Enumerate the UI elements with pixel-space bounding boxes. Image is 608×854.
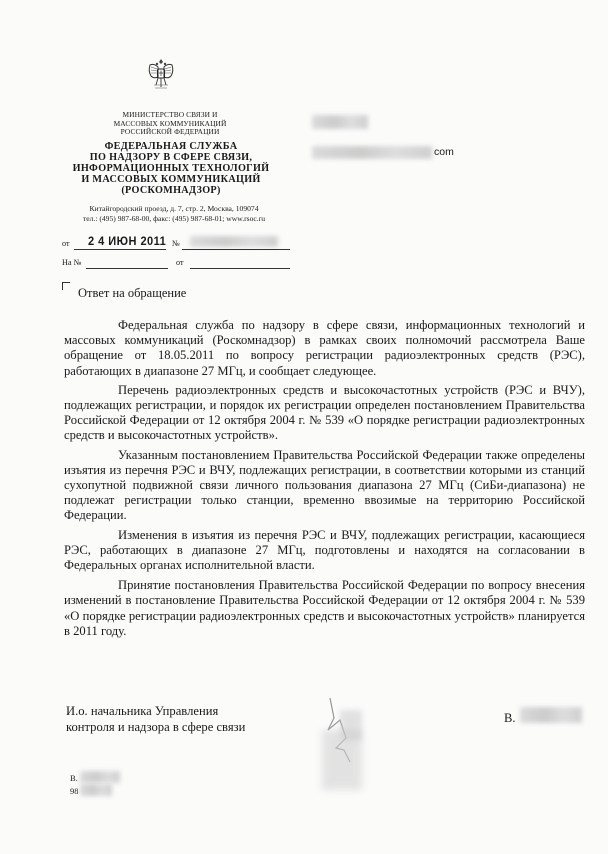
ministry-line: МИНИСТЕРСТВО СВЯЗИ И (122, 110, 218, 119)
signer-name-initial: В. (504, 711, 516, 725)
ministry-line: МАССОВЫХ КОММУНИКАЦИЙ (113, 118, 227, 128)
ministry-name (100, 111, 240, 137)
coat-of-arms-emblem (146, 57, 176, 93)
incoming-number-underline (86, 268, 168, 269)
redacted-executor-phone (80, 784, 112, 796)
body-paragraph: Перечень радиоэлектронных средств и высокочастотных устройств (РЭС и ВЧУ), подлежащих регистрации, и порядок их регистрации определен постановлением Правительства Российской Федерации от 12 октября 2004 г. № 539 «О порядке регистрации радиоэлектронных средств и высокочастотных устройств». (64, 382, 585, 443)
body-paragraph: Федеральная служба по надзору в сфере связи, информационных технологий и массовых коммуникаций (Роскомнадзор) в рамках своих полномочий рассмотрела Ваше обращение от 18.05.2011 по вопросу регистрации радиоэлектронных средств (РЭС), работающих в диапазоне 27 МГц, и сообщает следующее. (64, 318, 585, 378)
body-paragraph: Принятие постановления Правительства Российской Федерации по вопросу внесения изменений в постановление Правительства Российской Федерации от 12 октября 2004 г. № 539 «О порядке регистрации радиоэлектронных средств и высокочастотных устройств» планируется в 2011 году. (64, 578, 585, 638)
address-line: Китайгородский проезд, д. 7, стр. 2, Москва, 109074 (89, 204, 259, 213)
redacted-recipient-name (312, 115, 368, 129)
date-label: от (62, 239, 70, 248)
ministry-line: РОССИЙСКОЙ ФЕДЕРАЦИИ (120, 127, 220, 137)
date-underline (74, 249, 166, 250)
letter-body (64, 318, 585, 643)
body-paragraph: Указанным постановлением Правительства Российской Федерации также определены изъятия из перечня РЭС и ВЧУ, подлежащих регистрации, в соответствии которыми из станций сухопутной подвижной связи личного пользования диапазона 27 МГц (СиБи-диапазона) не подлежат регистрации только станции, временно ввозимые на территорию Российской Федерации. (64, 447, 585, 523)
agency-line: ПО НАДЗОРУ В СФЕРЕ СВЯЗИ, (89, 152, 253, 163)
number-label: № (172, 239, 180, 248)
executor-info (70, 772, 79, 798)
signer-title-line: контроля и надзора в сфере связи (66, 720, 246, 734)
subject-corner-mark (62, 282, 70, 290)
executor-line: 98 (70, 786, 79, 796)
signer-title (66, 703, 245, 735)
address-line: тел.: (495) 987-68-00, факс: (495) 987-68-01; www.rsoc.ru (82, 213, 266, 223)
body-paragraph: Изменения в изъятия из перечня РЭС и ВЧУ, подлежащих регистрации, касающиеся РЭС, работающих в диапазоне 27 МГц, подготовлены и находятся на согласовании в Федеральных органах исполнительной власти. (64, 527, 585, 573)
agency-line: ИНФОРМАЦИОННЫХ ТЕХНОЛОГИЙ (72, 163, 270, 174)
recipient-email-domain: com (434, 146, 454, 158)
agency-name (62, 141, 280, 196)
subject-line: Ответ на обращение (78, 286, 187, 300)
handwritten-signature (300, 690, 390, 800)
redacted-recipient-email (312, 146, 432, 159)
agency-line: И МАССОВЫХ КОММУНИКАЦИЙ (81, 174, 261, 185)
redacted-signer-name (520, 707, 582, 723)
date-stamp: 2 4 ИЮН 2011 (88, 234, 167, 248)
redacted-number (190, 236, 278, 247)
agency-line: (РОСКОМНАДЗОР) (121, 185, 221, 196)
incoming-date-underline (190, 268, 290, 269)
agency-line: ФЕДЕРАЛЬНАЯ СЛУЖБА (104, 141, 238, 152)
executor-line: В. (70, 773, 78, 783)
agency-address (54, 204, 294, 223)
number-underline (182, 249, 290, 250)
redacted-executor-name (80, 771, 120, 783)
incoming-date-label: от (176, 258, 184, 267)
signer-title-line: И.о. начальника Управления (66, 704, 219, 718)
incoming-number-label: На № (62, 258, 82, 267)
